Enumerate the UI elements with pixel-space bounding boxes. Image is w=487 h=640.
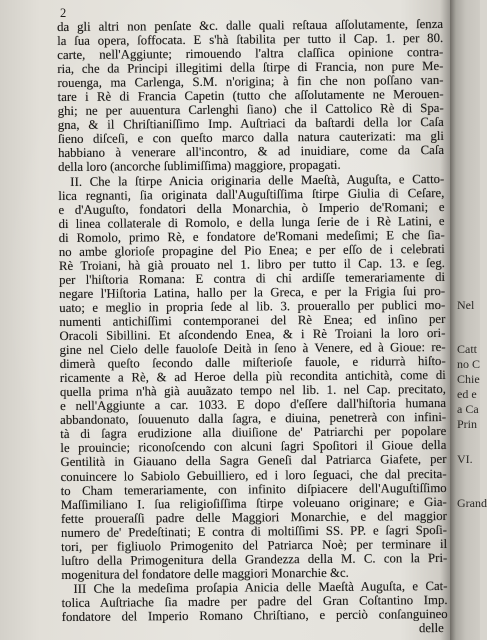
text-line: lica regnanti, ſia originata dall'Auguſtiſſima ſtirpe Giulia di Ceſare, — [58, 185, 445, 203]
text-line: tare i Rè di Francia Capetin (tutto che aſſolutamente ne Merouen- — [57, 87, 444, 105]
text-line: ſieno diſceſi, e con queſto marco dalla natura cauterizati: ma gli — [57, 129, 444, 147]
text-line: III Che la medeſima proſapia Anicia delle Maeſtà Auguſta, e Cat- — [73, 578, 448, 596]
facing-page-edge — [450, 0, 487, 640]
paragraph-3 — [61, 579, 447, 624]
text-line: gna, & il Chriſtianiſſimo Imp. Auſtriaci da baſtardi della lor Caſa — [57, 115, 444, 133]
text-line: ria, che da Principi illegitimi della ſtirpe di Francia, non pure Me- — [57, 59, 444, 77]
text-line: numenti antichiſſimi contemporanei del Rè Enea; ed inſino per — [59, 311, 446, 329]
text-line: la ſua opera, ſoffocata. E s'hà ſtabilita per tutto il Cap. 1. per 80. — [57, 31, 444, 49]
text-line: della loro (ancorche ſublimiſſima) maggiore, propagati. — [58, 158, 341, 175]
text-line: mogenitura del fondatore delle maggiori Monarchie &c. — [61, 565, 349, 582]
text-line: abbandonato, ſouuenuto dalla ſagra, e diuina, penetrerà con infini- — [60, 410, 447, 428]
facing-page-fragment: Prin — [457, 417, 478, 431]
text-line: to Cham temerariamente, con infinito diſpiacere dell'Auguſtiſſimo — [60, 480, 447, 498]
text-line: Oracoli Sibillini. Et aſcondendo Enea, & i Rè Troiani la loro ori- — [59, 325, 446, 344]
text-line: gine nel Cielo delle fauoloſe Deità in ſeno à Venere, ed à Gioue: re- — [59, 340, 446, 358]
paragraph-1 — [57, 17, 444, 175]
text-line: no ambe glorioſe propagine del Pio Enea; e per eſſo de i celebrati — [58, 241, 445, 259]
text-line: tà di ſagra erudizione alla diuiſione de' Patriarchi per popolare — [60, 424, 447, 442]
text-line: le prouincie; riconoſcendo con alcuni ſagri Spoſitori il Gioue della — [60, 438, 447, 456]
text-line: dimerà queſto ſecondo dalle miſterioſe fauole, e ridurrà hiſto- — [59, 354, 446, 372]
text-line: Gentilità in Giauano della Sagra Geneſi dal Patriarca Giafete, per — [60, 452, 447, 470]
facing-page-fragment: a Ca — [457, 402, 479, 416]
facing-page-fragment: VI. — [457, 452, 473, 466]
text-line: conuincere lo Sabiolo Gebuilliero, ed i loro ſeguaci, che dal precita- — [60, 466, 447, 484]
text-line: tori, per figliuolo Primogenito del Patriarca Noè; per terminare il — [61, 536, 448, 554]
text-line: per l'hiſtoria Romana: E contra di chi ardiſſe temerariamente di — [58, 269, 446, 287]
facing-page-fragment: Grand — [457, 496, 487, 510]
text-line: rouenga, ma Carlenga, S.M. n'origina; à fin che non poſſano van- — [57, 73, 444, 91]
text-line: e nell'Aggiunte a car. 1033. E dopo d'eſſere dall'hiſtoria humana — [59, 396, 447, 414]
text-line: fette proueraſſi padre delle Maggiori Monarchie, e del maggior — [60, 508, 447, 526]
paragraph-2 — [58, 171, 447, 581]
facing-page-fragment: Catt — [457, 342, 477, 356]
text-line: carte, nell'Aggiunte; rimouendo l'altra claſſica opinione contra- — [57, 45, 444, 63]
text-line: ricamente a Rè, & ad Heroe della più recondita antichità, come di — [59, 368, 446, 386]
text-line: numero de' Predeſtinati; E contra di moltiſſimi SS. PP. e ſagri Spoſi- — [60, 522, 448, 540]
facing-page-fragment: Nel — [457, 298, 475, 312]
catchword: delle — [418, 620, 444, 636]
page-number: 2 — [60, 6, 67, 20]
text-line: ghi; ne per auuentura Carlenghi ſiano) che il Cattolico Rè di Spa- — [57, 101, 444, 119]
text-line: II. Che la ſtirpe Anicia originaria delle Maeſtà, Auguſta, e Catto- — [70, 171, 445, 189]
text-line: negare l'Hiſtoria Latina, hallo per la Greca, e per la Frigia ſui pro- — [59, 283, 446, 301]
text-line: da gli altri non penſate &c. dalle quali reſtaua aſſolutamente, ſenza — [57, 16, 444, 34]
text-line: di linea collaterale di Romolo, e della lunga ſerie de i Rè Latini, e — [58, 213, 445, 231]
text-line: quella prima n'hà già auuãzato tempo nel lib. 1. nel Cap. precitato, — [59, 382, 446, 400]
text-line: e d'Auguſto, fondatori della Monarchia, ò Imperio de'Romani; e — [58, 199, 445, 217]
text-line: Maſſimiliano I. ſua religioſiſſima ſtirpe voleuano originare; e Gia- — [60, 494, 447, 512]
text-line: Rè Troiani, hà già prouato nel 1. libro per tutto il Cap. 13. e ſeg. — [58, 255, 445, 273]
text-line: di Romolo, primo Rè, e fondatore de'Romani medeſimi; E che ſia- — [58, 227, 445, 245]
text-line: tolica Auſtriache ſia madre per padre del Gran Coſtantino Imp. — [61, 592, 448, 610]
text-line: habbiano à venerare all'incontro, & ad inuidiare, come da Caſa — [57, 143, 445, 161]
body-text — [57, 17, 448, 638]
text-line: fondatore del Imperio Romano Chriſtiano, e perciò conſanguineo — [61, 606, 448, 624]
facing-page-fragment: no C — [457, 357, 481, 371]
text-line: uato; e meglio in propria ſede al lib. 3. prouerallo per publici mo- — [59, 297, 446, 315]
facing-page-fragment: ed e — [457, 387, 477, 401]
text-line: luſtro della Primogenitura della Grandezza della M. C. con la Pri- — [61, 550, 448, 568]
facing-page-fragment: Chie — [457, 372, 480, 386]
